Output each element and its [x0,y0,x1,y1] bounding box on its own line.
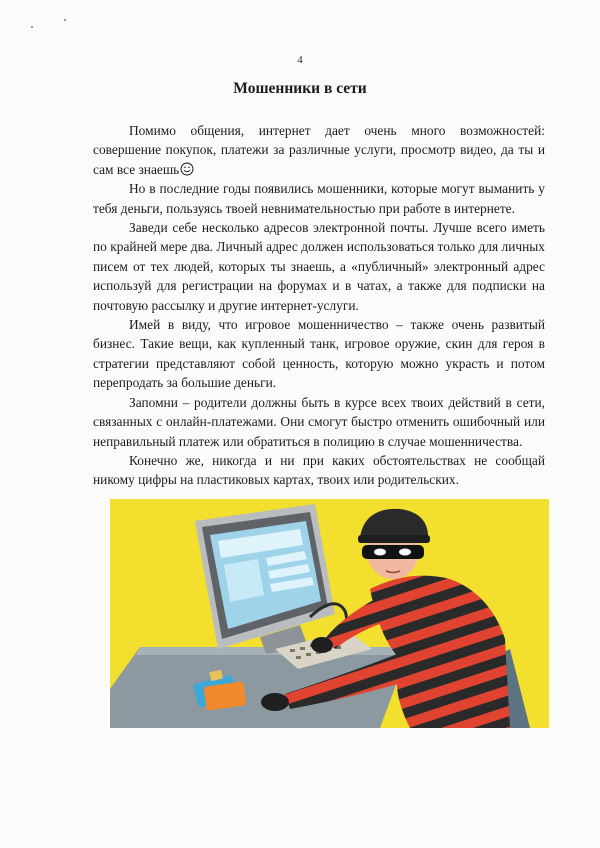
paragraph: Помимо общения, интернет дает очень много возможностей: совершение покупок, платежи за различные услуги, просмотр видео, да ты и сам все знаешь [93,123,545,177]
paragraph: Имей в виду, что игровое мошенничество – также очень развитый бизнес. Такие вещи, как купленный танк, игровое оружие, скин для героя в стратегии представляют собой ценность, которую можно украсть и потом перепродать за большие деньги. [93,317,545,391]
hacker-mask [362,545,424,559]
hacker-hand [311,637,333,653]
winking-smiley-icon [180,162,194,176]
paragraph: Запомни – родители должны быть в курсе всех твоих действий в сети, связанных с онлайн-платежами. Они смогут быстро отменить ошибочный или неправильный платеж или обратиться в полицию в случае мошенничества. [93,394,545,449]
hacker-hand [261,693,289,711]
hacker-illustration [110,499,549,728]
scan-dot [64,19,66,21]
page-number: 4 [297,54,303,66]
paragraph: Конечно же, никогда и ни при каких обстоятельствах не сообщай никому цифры на пластиковых картах, твоих или родительских. [93,452,545,488]
scan-dot [31,26,33,28]
article-body [93,121,545,490]
paragraph: Но в последние годы появились мошенники, которые могут выманить у тебя деньги, пользуясь твоей невнимательностью при работе в интернете. [93,181,545,216]
page-title: Мошенники в сети [233,80,367,97]
paragraph: Заведи себе несколько адресов электронной почты. Лучше всего иметь по крайней мере два. Личный адрес должен использоваться только для личных писем от тех людей, которых ты знаешь, а «публичный» электронный адрес используй для регистрации на форумах и в чатах, а также для подписки на почтовую рассылку и другие интернет-услуги. [93,220,545,313]
